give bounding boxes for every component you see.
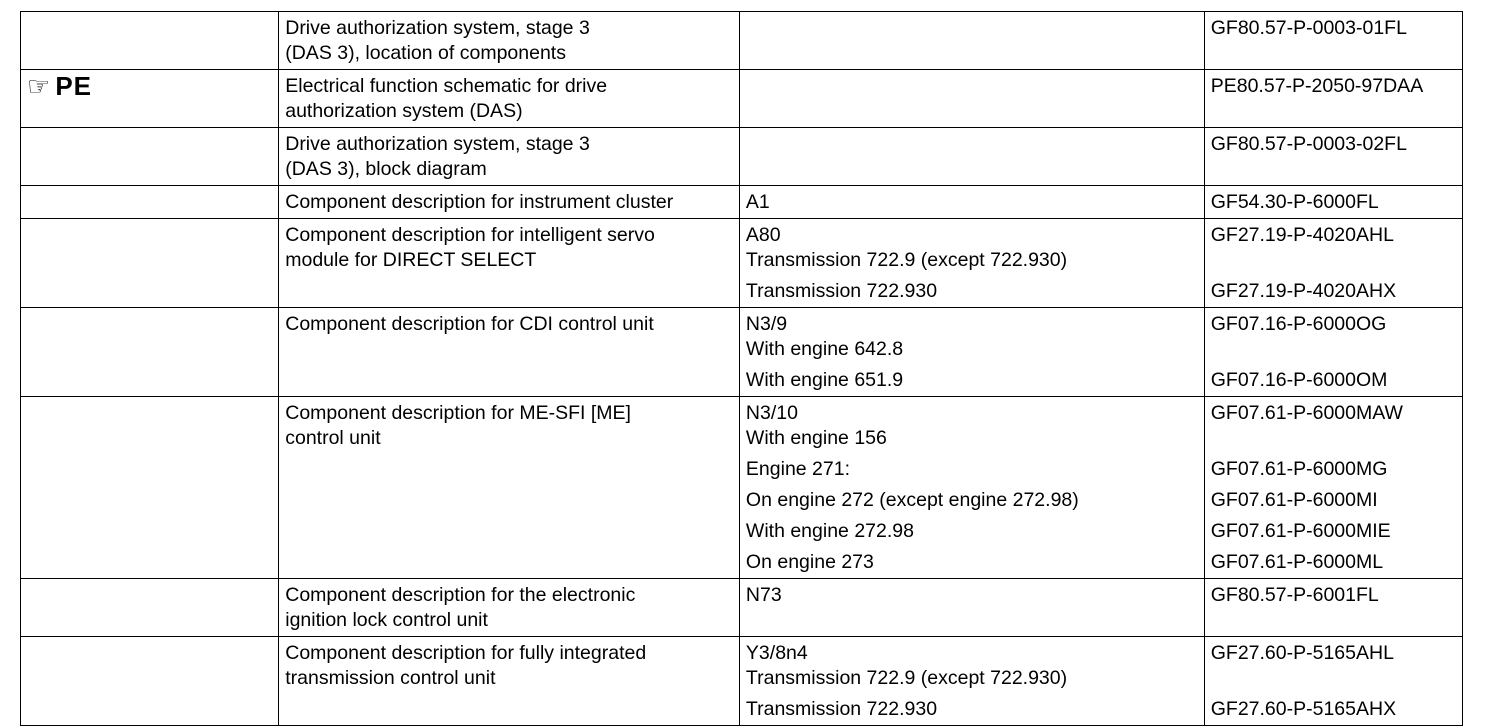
description-text: Component description for intelligent servo module for DIRECT SELECT xyxy=(285,224,655,271)
description-cell xyxy=(279,128,740,186)
document-reference-link[interactable]: GF07.16-P-6000OM xyxy=(1210,369,1388,391)
document-reference-link[interactable]: GF27.60-P-5165AHL xyxy=(1210,642,1394,664)
reference-cell xyxy=(1204,70,1462,128)
document-reference-link[interactable]: GF80.57-P-0003-02FL xyxy=(1210,133,1407,155)
document-reference-link[interactable]: GF07.61-P-6000MIE xyxy=(1210,520,1391,542)
table-row xyxy=(21,128,1463,186)
table-row xyxy=(21,219,1463,308)
reference-cell xyxy=(1204,397,1462,579)
reference-cell xyxy=(1204,308,1462,397)
table-body xyxy=(21,12,1463,726)
component-code: A80 xyxy=(745,224,781,246)
row-marker-cell xyxy=(21,219,279,308)
row-marker-cell xyxy=(21,70,279,128)
component-code: N3/9 xyxy=(745,313,788,335)
description-text: Component description for instrument cluster xyxy=(285,191,674,213)
component-variant: With engine 272.98 xyxy=(745,520,914,542)
description-cell xyxy=(279,219,740,308)
pe-marker-label: PE xyxy=(55,71,92,101)
row-marker-cell xyxy=(21,186,279,219)
reference-spacer xyxy=(1211,666,1457,691)
description-text: Drive authorization system, stage 3 (DAS 3), location of components xyxy=(285,17,590,64)
component-cell xyxy=(739,219,1204,308)
document-reference-link[interactable]: GF54.30-P-6000FL xyxy=(1210,191,1379,213)
table-row xyxy=(21,186,1463,219)
component-variant: On engine 273 xyxy=(745,551,874,573)
document-reference-link[interactable]: GF27.60-P-5165AHX xyxy=(1210,698,1397,720)
description-text: Drive authorization system, stage 3 (DAS 3), block diagram xyxy=(285,133,590,180)
component-variant: Transmission 722.930 xyxy=(745,280,938,302)
description-cell xyxy=(279,12,740,70)
description-text: Component description for fully integrated transmission control unit xyxy=(285,642,647,689)
table-row xyxy=(21,70,1463,128)
component-code: Y3/8n4 xyxy=(745,642,808,664)
document-reference-link[interactable]: GF07.61-P-6000ML xyxy=(1210,551,1384,573)
component-variant: Transmission 722.9 (except 722.930) xyxy=(745,249,1068,271)
component-code: N73 xyxy=(745,584,782,606)
reference-spacer xyxy=(1211,248,1457,273)
component-cell xyxy=(739,308,1204,397)
component-cell xyxy=(739,186,1204,219)
row-marker-cell xyxy=(21,128,279,186)
description-cell xyxy=(279,637,740,726)
component-variant: Engine 271: xyxy=(745,458,851,480)
component-cell xyxy=(739,397,1204,579)
document-reference-link[interactable]: GF07.16-P-6000OG xyxy=(1210,313,1387,335)
row-marker-cell xyxy=(21,579,279,637)
component-variant: Transmission 722.930 xyxy=(745,698,938,720)
component-variant: With engine 651.9 xyxy=(745,369,904,391)
reference-cell xyxy=(1204,128,1462,186)
component-cell xyxy=(739,12,1204,70)
row-marker-cell xyxy=(21,397,279,579)
description-cell xyxy=(279,579,740,637)
component-variant: With engine 642.8 xyxy=(745,338,904,360)
component-code: A1 xyxy=(745,191,770,213)
reference-cell xyxy=(1204,579,1462,637)
component-variant: With engine 156 xyxy=(745,427,887,449)
document-reference-link[interactable]: GF07.61-P-6000MG xyxy=(1210,458,1388,480)
description-cell xyxy=(279,308,740,397)
reference-cell xyxy=(1204,637,1462,726)
reference-spacer xyxy=(1211,337,1457,362)
table-row xyxy=(21,308,1463,397)
component-variant: On engine 272 (except engine 272.98) xyxy=(745,489,1079,511)
pe-reference-marker[interactable] xyxy=(27,71,92,101)
document-reference-link[interactable]: GF27.19-P-4020AHL xyxy=(1210,224,1394,246)
reference-cell xyxy=(1204,219,1462,308)
component-cell xyxy=(739,70,1204,128)
table-row xyxy=(21,397,1463,579)
document-reference-link[interactable]: GF07.61-P-6000MI xyxy=(1210,489,1378,511)
document-reference-link[interactable]: GF07.61-P-6000MAW xyxy=(1210,402,1403,424)
description-cell xyxy=(279,397,740,579)
component-cell xyxy=(739,637,1204,726)
description-cell xyxy=(279,186,740,219)
reference-cell xyxy=(1204,186,1462,219)
row-marker-cell xyxy=(21,637,279,726)
pointing-hand-icon: ☞ xyxy=(27,71,52,101)
component-code: N3/10 xyxy=(745,402,798,424)
document-reference-link[interactable]: GF27.19-P-4020AHX xyxy=(1210,280,1397,302)
document-reference-link[interactable]: PE80.57-P-2050-97DAA xyxy=(1210,75,1424,97)
component-cell xyxy=(739,579,1204,637)
document-reference-link[interactable]: GF80.57-P-6001FL xyxy=(1210,584,1379,606)
description-text: Component description for the electronic ignition lock control unit xyxy=(285,584,636,631)
reference-cell xyxy=(1204,12,1462,70)
row-marker-cell xyxy=(21,308,279,397)
reference-spacer xyxy=(1211,426,1457,451)
description-text: Electrical function schematic for drive authorization system (DAS) xyxy=(285,75,608,122)
description-text: Component description for CDI control unit xyxy=(285,313,654,335)
component-cell xyxy=(739,128,1204,186)
table-row xyxy=(21,579,1463,637)
table-row xyxy=(21,12,1463,70)
document-table xyxy=(20,11,1463,726)
description-cell xyxy=(279,70,740,128)
document-reference-link[interactable]: GF80.57-P-0003-01FL xyxy=(1210,17,1407,39)
table-row xyxy=(21,637,1463,726)
component-variant: Transmission 722.9 (except 722.930) xyxy=(745,667,1068,689)
description-text: Component description for ME-SFI [ME] control unit xyxy=(285,402,631,449)
row-marker-cell xyxy=(21,12,279,70)
